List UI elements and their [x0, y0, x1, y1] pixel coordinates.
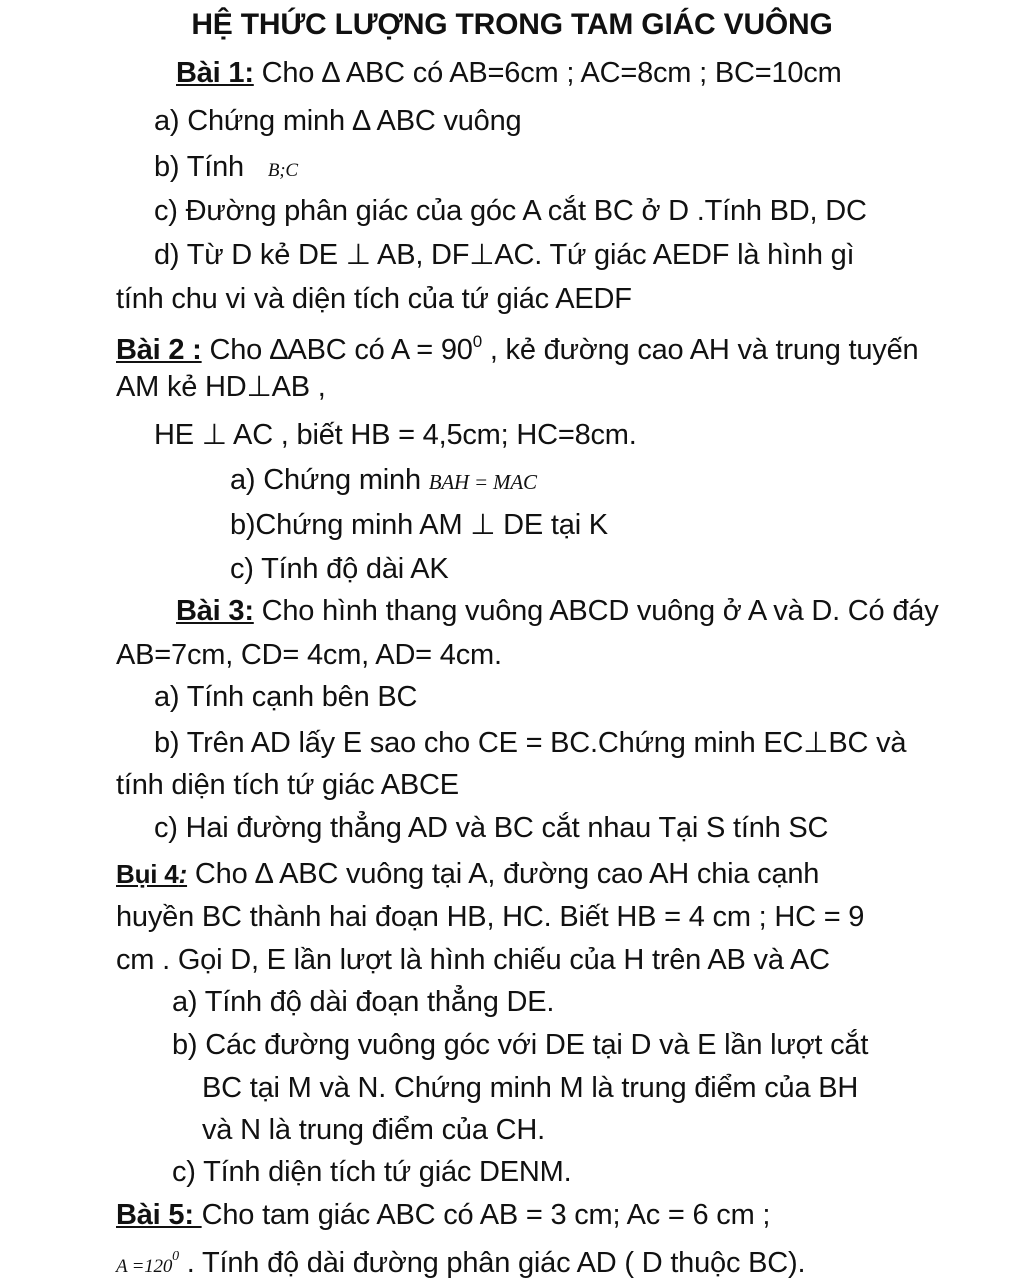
bai4-label	[116, 859, 187, 889]
bai1-b-text: b) Tính	[154, 151, 244, 183]
bai4-intro-text: Cho ∆ ABC vuông tại A, đường cao AH chia cạnh	[187, 858, 820, 890]
bai5-label: Bài 5:	[116, 1199, 202, 1231]
bai3-c: c) Hai đường thẳng AD và BC cắt nhau Tại S tính SC	[154, 812, 829, 844]
bai1-b-math: B;C	[267, 160, 298, 181]
bai1-d2: tính chu vi và diện tích của tứ giác AEDF	[116, 283, 632, 315]
bai2-b: b)Chứng minh AM ⊥ DE tại K	[230, 509, 608, 541]
bai3-b1: b) Trên AD lấy E sao cho CE = BC.Chứng minh EC⊥BC và	[154, 727, 907, 759]
bai2-label: Bài 2 :	[116, 334, 202, 366]
bai2-a	[230, 463, 537, 499]
bai5-math-sup: 0	[172, 1249, 179, 1264]
bai4-line3: cm . Gọi D, E lần lượt là hình chiếu của H trên AB và AC	[116, 944, 830, 976]
bai1-intro	[176, 56, 842, 90]
bai5-intro-text: Cho tam giác ABC có AB = 3 cm; Ac = 6 cm ;	[201, 1199, 771, 1231]
bai3-line2: AB=7cm, CD= 4cm, AD= 4cm.	[116, 639, 502, 671]
bai2-intro	[116, 325, 918, 367]
bai1-c: c) Đường phân giác của góc A cắt BC ở D .Tính BD, DC	[154, 195, 867, 227]
bai3-a: a) Tính cạnh bên BC	[154, 681, 418, 713]
bai1-b	[154, 150, 298, 188]
bai2-a-math: BAH = MAC	[428, 470, 537, 494]
bai4-a: a) Tính độ dài đoạn thẳng DE.	[172, 986, 555, 1018]
bai2-a-text: a) Chứng minh	[230, 464, 429, 496]
bai5-line2-text: . Tính độ dài đường phân giác AD ( D thuộc BC).	[178, 1247, 806, 1279]
page-title: HỆ THỨC LƯỢNG TRONG TAM GIÁC VUÔNG	[191, 8, 833, 41]
bai2-line2: AM kẻ HD⊥AB ,	[116, 371, 326, 403]
bai4-b1: b) Các đường vuông góc với DE tại D và E lần lượt cắt	[172, 1029, 869, 1061]
bai3-intro	[176, 594, 939, 628]
bai1-intro-text: Cho ∆ ABC có AB=6cm ; AC=8cm ; BC=10cm	[253, 57, 842, 89]
bai4-b2: BC tại M và N. Chứng minh M là trung điểm của BH	[202, 1072, 859, 1104]
bai4-b3: và N là trung điểm của CH.	[202, 1114, 545, 1146]
bai4-label-main: Bụi 4	[116, 859, 179, 889]
bai1-a: a) Chứng minh ∆ ABC vuông	[154, 105, 522, 137]
bai5-math-pre: A =120	[116, 1256, 173, 1277]
bai1-d1: d) Từ D kẻ DE ⊥ AB, DF⊥AC. Tứ giác AEDF là hình gì	[154, 239, 855, 271]
bai4-c: c) Tính diện tích tứ giác DENM.	[172, 1156, 572, 1188]
bai5-intro	[116, 1198, 770, 1232]
bai3-label: Bài 3:	[176, 595, 254, 627]
bai2-intro-post: , kẻ đường cao AH và trung tuyến	[481, 334, 919, 366]
bai4-intro	[116, 857, 819, 891]
bai3-intro-text: Cho hình thang vuông ABCD vuông ở A và D. Có đáy	[253, 595, 939, 627]
bai4-label-colon: :	[178, 859, 188, 889]
bai2-intro-pre: Cho ∆ABC có A = 90	[201, 334, 473, 366]
bai4-line2: huyền BC thành hai đoạn HB, HC. Biết HB = 4 cm ; HC = 9	[116, 901, 865, 933]
bai2-c: c) Tính độ dài AK	[230, 553, 449, 585]
bai5-math	[116, 1249, 179, 1277]
bai5-line2	[116, 1240, 805, 1284]
bai3-b2: tính diện tích tứ giác ABCE	[116, 769, 459, 801]
bai1-label: Bài 1:	[176, 57, 254, 89]
bai2-line3: HE ⊥ AC , biết HB = 4,5cm; HC=8cm.	[154, 419, 637, 451]
bai2-intro-sup: 0	[472, 332, 482, 351]
